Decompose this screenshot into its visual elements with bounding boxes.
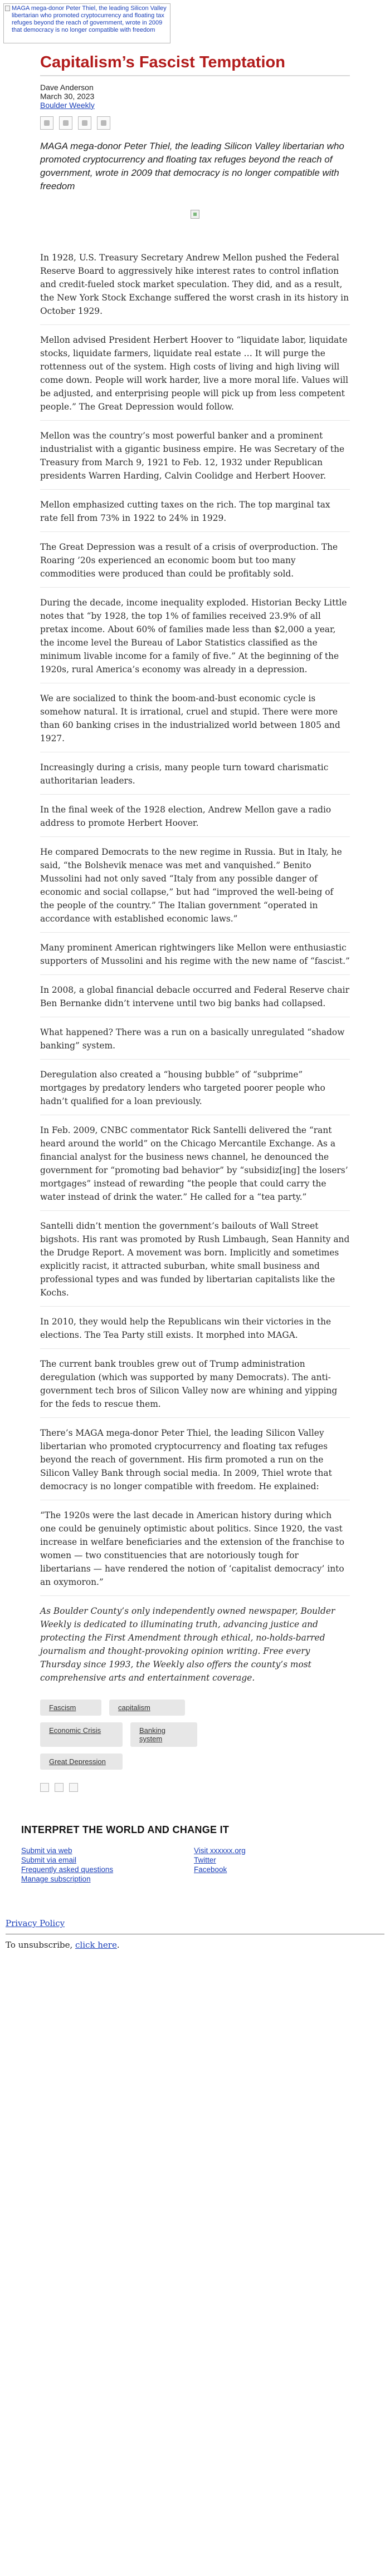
article-subtitle: MAGA mega-donor Peter Thiel, the leading Silicon Valley libertarian who promoted cryptocurrency and floating tax refuges beyond the reach of government, wrote in 2009 that democracy is no longer compatible with freedom	[40, 141, 344, 191]
footer-heading: INTERPRET THE WORLD AND CHANGE IT	[21, 1824, 230, 1835]
broken-image-icon	[5, 6, 10, 11]
footer-link[interactable]: Twitter	[194, 1856, 216, 1864]
footer-link[interactable]: Submit via web	[21, 1846, 72, 1855]
article-paragraph: Mellon advised President Herbert Hoover to “liquidate labor, liquidate stocks, liquidate farmers, liquidate real estate … It will purge the rottenness out of the system. High costs of living and high living will come down. People will work harder, live a more moral life. Values will be adjusted, and enterprising people will pick up from less competent people.” The Great Depression would follow.	[40, 333, 350, 421]
footer-link[interactable]: Visit xxxxxx.org	[194, 1846, 246, 1855]
footer-link[interactable]: Submit via email	[21, 1856, 77, 1864]
footer-link[interactable]: Facebook	[194, 1865, 227, 1874]
article-paragraph: In 2010, they would help the Republicans win their victories in the elections. The Tea Party still exists. It morphed into MAGA.	[40, 1315, 350, 1349]
article-paragraph: What happened? There was a run on a basically unregulated “shadow banking” system.	[40, 1026, 350, 1060]
article-paragraph: In 1928, U.S. Treasury Secretary Andrew Mellon pushed the Federal Reserve Board to aggressively hike interest rates to control inflation and credit-fueled stock market speculation. They did, and as a result, the New York Stock Exchange suffered the worst crash in its history in October 1929.	[40, 251, 350, 325]
footer-links	[21, 1846, 369, 1884]
hero-image-link[interactable]	[3, 3, 170, 43]
bottom-bar	[0, 1918, 390, 1950]
footer-links-right	[194, 1846, 367, 1884]
article-image-icon	[191, 210, 199, 219]
privacy-policy-link[interactable]: Privacy Policy	[6, 1918, 384, 1934]
article-paragraph: We are socialized to think the boom-and-bust economic cycle is somehow natural. It is irrational, cruel and stupid. There were more than 60 banking crises in the industrialized world between 1805 and 1927.	[40, 692, 350, 752]
article-paragraph: There’s MAGA mega-donor Peter Thiel, the leading Silicon Valley libertarian who promoted cryptocurrency and floating tax refuges beyond the reach of government. His firm promoted a run on the Silicon Valley Bank through social media. In 2009, Thiel wrote that democracy is no longer compatible with freedom. He explained:	[40, 1426, 350, 1500]
unsubscribe-suffix: .	[116, 1940, 120, 1950]
article-title[interactable]: Capitalism’s Fascist Temptation	[40, 53, 350, 76]
share-email-icon[interactable]	[78, 116, 91, 130]
tag-link[interactable]: capitalism	[109, 1700, 185, 1716]
footer-share-icons	[40, 1783, 350, 1792]
article-paragraph: The Great Depression was a result of a crisis of overproduction. The Roaring ’20s experienced an economic boom but too many commodities were produced than could be profitably sold.	[40, 540, 350, 588]
publisher-note: As Boulder County’s only independently owned newspaper, Boulder Weekly is dedicated to illuminating truth, advancing justice and protecting the First Amendment through ethical, no-holds-barred journalism and thought-provoking opinion writing. Free every Thursday since 1993, the Weekly also offers the county’s most comprehensive arts and entertainment coverage.	[40, 1606, 335, 1683]
tag-link[interactable]: Great Depression	[40, 1754, 123, 1770]
article-paragraph: Increasingly during a crisis, many people turn toward charismatic authoritarian leaders.	[40, 761, 350, 795]
author: Dave Anderson	[40, 83, 94, 92]
article-paragraph: Many prominent American rightwingers like Mellon were enthusiastic supporters of Mussolini and his regime with the new name of “fascist.”	[40, 941, 350, 975]
article-paragraph: In Feb. 2009, CNBC commentator Rick Santelli delivered the “rant heard around the world” on the Chicago Mercantile Exchange. As a financial analyst for the business news channel, he denounced the government for “promoting bad behavior” by “subsidiz[ing] the losers’ mortgages” instead of rewarding “the people that could carry the water instead of drink the water.” He called for a “tea party.”	[40, 1124, 350, 1211]
footer-link[interactable]: Manage subscription	[21, 1875, 91, 1883]
article-paragraph: Mellon was the country’s most powerful banker and a prominent industrialist with a gigantic business empire. He was Secretary of the Treasury from March 9, 1921 to Feb. 12, 1932 under Republican presidents Warren Harding, Calvin Coolidge and Herbert Hoover.	[40, 429, 350, 490]
footer-links-left	[21, 1846, 194, 1884]
share-link-icon[interactable]	[97, 116, 110, 130]
share-twitter-icon[interactable]	[59, 116, 72, 130]
share-email-icon[interactable]	[69, 1783, 78, 1792]
article-paragraph: “The 1920s were the last decade in American history during which one could be genuinely optimistic about politics. Since 1920, the vast increase in welfare beneficiaries and the extension of the franchise to women — two constituencies that are notoriously tough for libertarians — have rendered the notion of ‘capitalist democracy’ into an oxymoron.”	[40, 1509, 350, 1596]
article-container	[17, 53, 373, 1792]
article-paragraph: Mellon emphasized cutting taxes on the rich. The top marginal tax rate fell from 73% in 1922 to 24% in 1929.	[40, 498, 350, 532]
article-body	[17, 251, 373, 1792]
footer	[0, 1824, 390, 1884]
unsubscribe-line	[6, 1940, 384, 1950]
tag-list	[40, 1700, 241, 1770]
byline	[40, 83, 350, 110]
article-paragraph: Deregulation also created a “housing bubble” of “subprime” mortgages by predatory lenders who targeted poorer people who hadn’t qualified for a loan previously.	[40, 1068, 350, 1115]
article-paragraph: Santelli didn’t mention the government’s bailouts of Wall Street bigshots. His rant was promoted by Rush Limbaugh, Sean Hannity and the Drudge Report. A movement was born. Implicitly and sometimes explicitly racist, it attracted suburban, white small business and professional types and was funded by libertarian capitalists like the Kochs.	[40, 1219, 350, 1307]
tag-link[interactable]: Economic Crisis	[40, 1722, 123, 1747]
unsubscribe-prefix: To unsubscribe,	[6, 1940, 76, 1950]
tag-link[interactable]: Banking system	[130, 1722, 197, 1747]
share-facebook-icon[interactable]	[40, 1783, 49, 1792]
hero-image-alt: MAGA mega-donor Peter Thiel, the leading Silicon Valley libertarian who promoted cryptocurrency and floating tax refuges beyond the reach of government, wrote in 2009 that democracy is no longer compatible with freedom	[12, 5, 167, 33]
share-facebook-icon[interactable]	[40, 116, 53, 130]
publication-link[interactable]: Boulder Weekly	[40, 101, 95, 110]
article-paragraph: He compared Democrats to the new regime in Russia. But in Italy, he said, “the Bolshevik menace was met and vanquished.” Benito Mussolini had not only saved “Italy from any possible danger of economic and social collapse,” but had “improved the well-being of the people of the country.” The Italian government “operated in accordance with established economic laws.”	[40, 845, 350, 933]
article-paragraph: The current bank troubles grew out of Trump administration deregulation (which was supported by many Democrats). The anti-government tech bros of Silicon Valley now are whining and yipping for the feds to rescue them.	[40, 1357, 350, 1418]
share-twitter-icon[interactable]	[55, 1783, 64, 1792]
date: March 30, 2023	[40, 92, 95, 101]
footer-link[interactable]: Frequently asked questions	[21, 1865, 114, 1874]
share-icons	[40, 116, 350, 130]
unsubscribe-link[interactable]: click here	[75, 1940, 117, 1950]
article-paragraph: In the final week of the 1928 election, Andrew Mellon gave a radio address to promote Herbert Hoover.	[40, 803, 350, 837]
tag-link[interactable]: Fascism	[40, 1700, 101, 1716]
article-paragraph: During the decade, income inequality exploded. Historian Becky Little notes that “by 1928, the top 1% of families received 23.9% of all pretax income. About 60% of families made less than $2,000 a year, the income level the Bureau of Labor Statistics classified as the minimum livable income for a family of five.” At the beginning of the 1920s, rural America’s economy was already in a depression.	[40, 596, 350, 683]
article-paragraph: In 2008, a global financial debacle occurred and Federal Reserve chair Ben Bernanke didn’t intervene until two big banks had collapsed.	[40, 983, 350, 1017]
newsletter-page	[0, 3, 390, 1950]
